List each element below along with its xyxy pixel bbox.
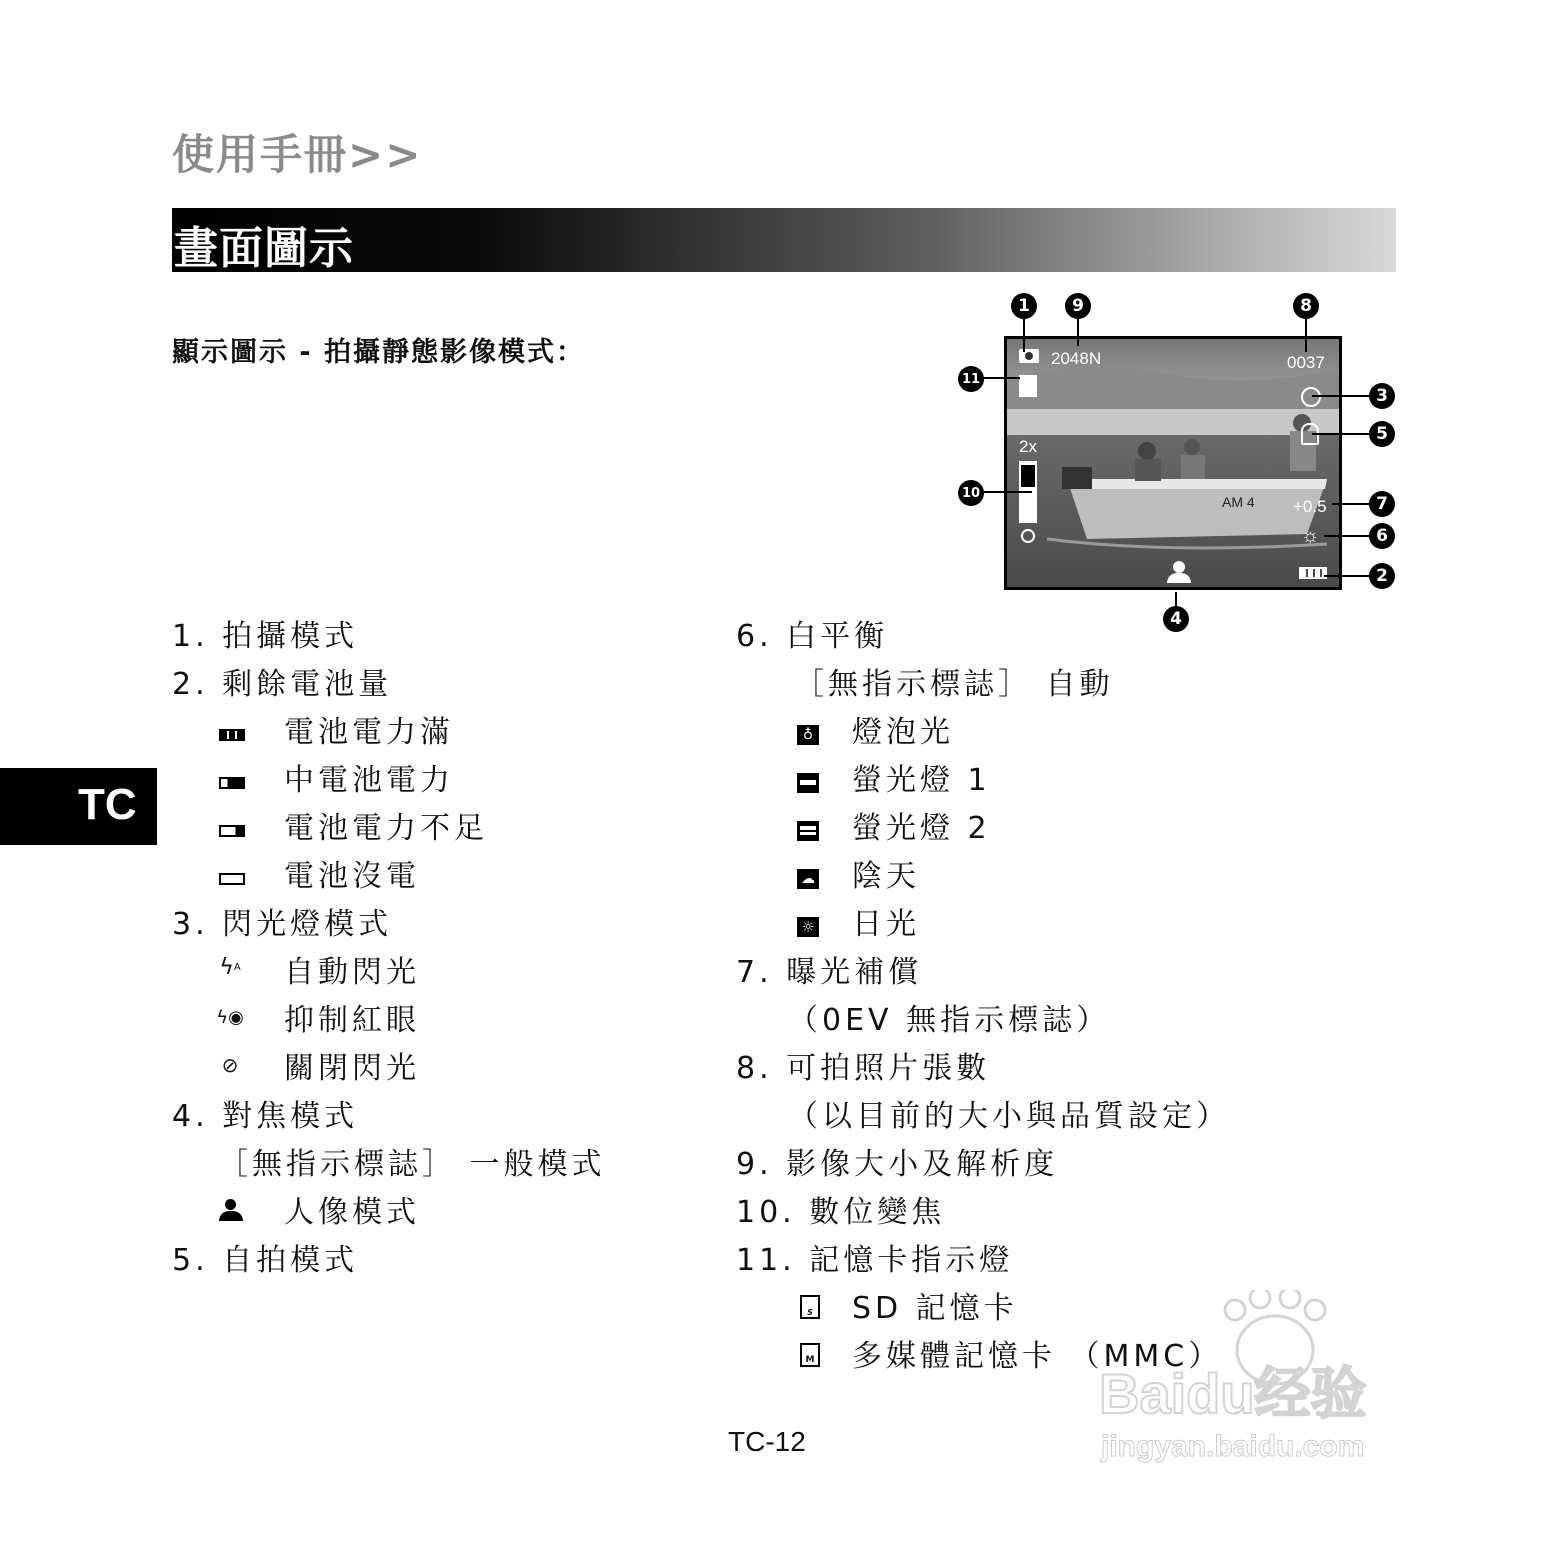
wb-option-daylight: 日光 [852,907,920,942]
wb-default: ［無指示標誌］ 自動 [794,667,1114,702]
svg-text:AM 4: AM 4 [1222,494,1255,510]
item-6-white-balance: 6. 白平衡 [736,619,889,654]
callout-10: 10 [958,480,984,506]
portrait-icon [218,1198,244,1224]
card-option-mmc: 多媒體記憶卡 （MMC） [852,1339,1223,1374]
red-eye-icon: ϟ◉ [216,1006,244,1028]
flash-off-icon: ⊘ [221,1053,239,1077]
callout-5: 5 [1369,421,1395,447]
wb-option-cloudy: 陰天 [852,859,920,894]
callout-7: 7 [1369,491,1395,517]
flash-option-red-eye: 抑制紅眼 [284,1003,420,1038]
item-10-digital-zoom: 10. 數位變焦 [736,1195,946,1230]
lcd-zoom: 2x [1019,437,1037,456]
banner-title: 畫面圖示 [174,223,354,274]
callout-4: 4 [1163,606,1189,632]
language-tab-label: TC [78,780,137,829]
wb-daylight-icon: ☼ [794,914,822,940]
wb-option-fluorescent1: 螢光燈 1 [852,763,991,798]
mmc-card-icon: M [796,1342,824,1368]
section-heading: 顯示圖示 - 拍攝靜態影像模式： [172,337,586,368]
item-3-flash: 3. 閃光燈模式 [172,907,393,942]
focus-default: ［無指示標誌］ 一般模式 [218,1147,606,1182]
item-4-focus: 4. 對焦模式 [172,1099,359,1134]
callout-6: 6 [1369,523,1395,549]
callout-3: 3 [1369,383,1395,409]
callout-8: 8 [1293,293,1319,319]
battery-option-full: 電池電力滿 [284,715,454,750]
battery-empty-icon [218,866,246,892]
callout-1: 1 [1011,293,1037,319]
sd-card-icon: S [796,1294,824,1320]
callout-lines [950,286,1410,636]
lcd-exposure: +0.5 [1293,497,1327,516]
language-tab [0,768,157,845]
manual-title: 使用手冊>> [172,130,423,179]
card-option-sd: SD 記憶卡 [852,1291,1018,1326]
baidu-watermark [1095,1290,1455,1490]
battery-low-icon [218,818,246,844]
item-1-shooting-mode: 1. 拍攝模式 [172,619,359,654]
lcd-resolution: 2048N [1051,349,1102,368]
wb-incandescent-icon: ♁ [794,722,822,748]
shots-note: （以目前的大小與品質設定） [788,1099,1230,1134]
callout-9: 9 [1065,293,1091,319]
item-11-card: 11. 記憶卡指示燈 [736,1243,1014,1278]
battery-option-empty: 電池沒電 [284,859,420,894]
wb-option-incandescent: 燈泡光 [852,715,954,750]
battery-option-medium: 中電池電力 [284,763,454,798]
wb-option-fluorescent2: 螢光燈 2 [852,811,991,846]
lcd-shots-remaining: 0037 [1287,353,1325,372]
battery-medium-icon [218,770,246,796]
flash-auto-icon: ϟ A [219,954,241,980]
watermark-url: jingyan.baidu.com [1101,1430,1365,1463]
item-8-shots: 8. 可拍照片張數 [736,1051,991,1086]
page-number: TC-12 [728,1426,806,1457]
wb-fluorescent2-icon [794,818,822,844]
callout-2: 2 [1369,563,1395,589]
item-5-self-timer: 5. 自拍模式 [172,1243,359,1278]
watermark-brand: Baidu经验 [1099,1362,1367,1425]
item-2-battery: 2. 剩餘電池量 [172,667,393,702]
section-banner [172,208,1396,272]
ev-note: （0EV 無指示標誌） [788,1003,1111,1038]
item-7-exposure: 7. 曝光補償 [736,955,923,990]
battery-option-low: 電池電力不足 [284,811,488,846]
flash-option-auto: 自動閃光 [284,955,420,990]
lcd-daylight-icon: ☼ [1301,525,1320,547]
focus-option-portrait: 人像模式 [284,1195,420,1230]
wb-cloudy-icon: ☁ [794,866,822,892]
item-9-resolution: 9. 影像大小及解析度 [736,1147,1059,1182]
wb-fluorescent1-icon [794,770,822,796]
flash-option-off: 關閉閃光 [284,1051,420,1086]
battery-full-icon [218,722,246,748]
callout-11: 11 [958,366,984,392]
